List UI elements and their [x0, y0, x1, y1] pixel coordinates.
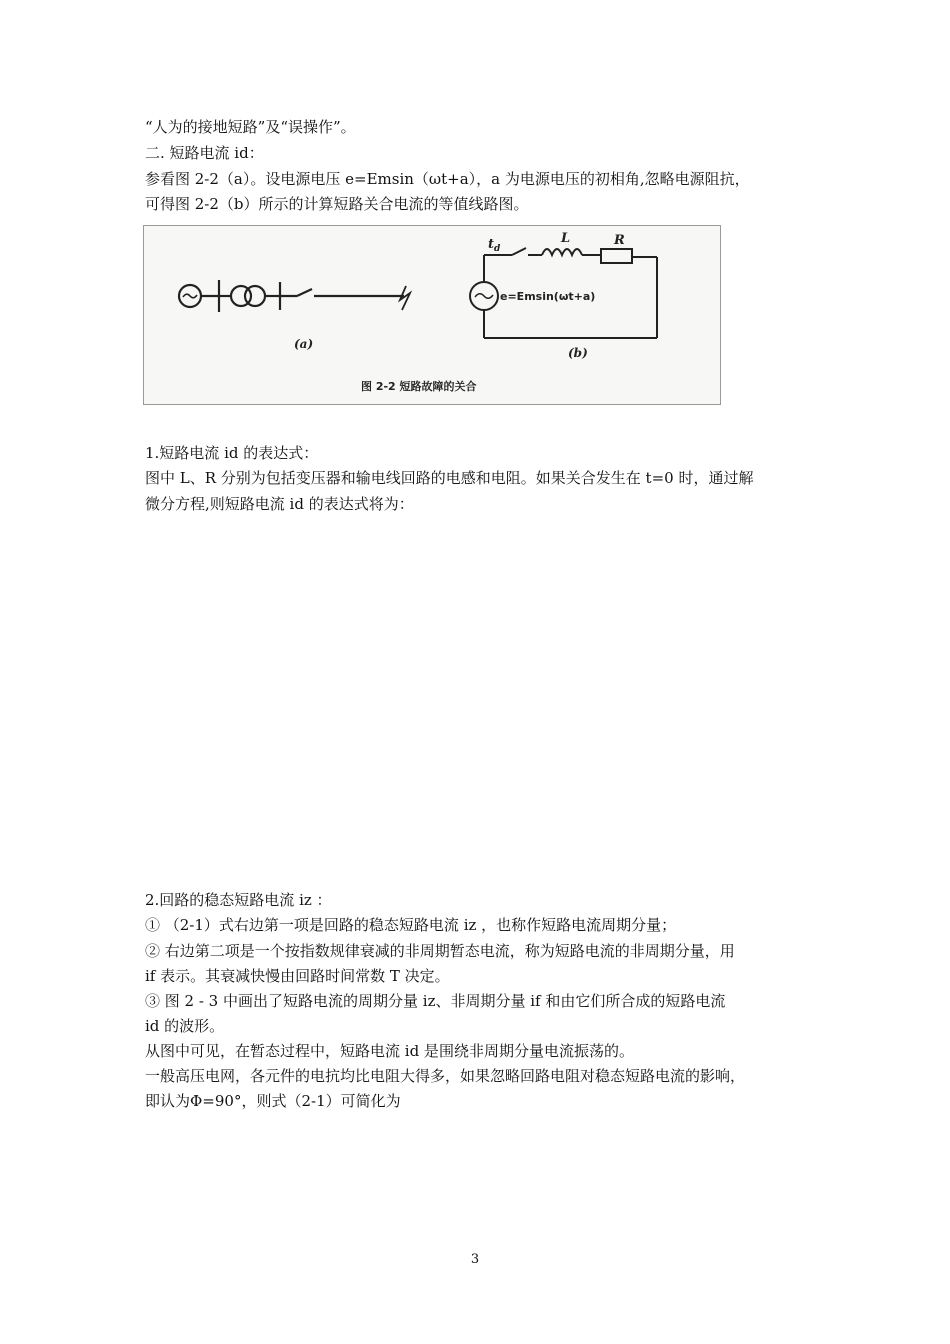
transformer-winding-2 — [245, 286, 265, 306]
line-10: ② 右边第二项是一个按指数规律衰减的非周期暂态电流，称为短路电流的非周期分量，用 — [145, 942, 735, 960]
line-16: 即认为Φ=90°，则式（2-1）可简化为 — [145, 1092, 401, 1110]
line-15: 一般高压电网，各元件的电抗均比电阻大得多，如果忽略回路电阻对稳态短路电流的影响， — [145, 1067, 746, 1085]
subheading-expression: 1.短路电流 id 的表达式： — [145, 444, 319, 462]
line-13: id 的波形。 — [145, 1017, 225, 1035]
line-14: 从图中可见，在暂态过程中，短路电流 id 是围绕非周期分量电流振荡的。 — [145, 1042, 634, 1060]
line-7: 微分方程,则短路电流 id 的表达式将为： — [145, 495, 414, 513]
label-b: (b) — [568, 346, 588, 360]
switch-label: $t_d$ — [488, 237, 501, 254]
fault-symbol — [400, 286, 410, 310]
inductor-L — [542, 249, 582, 255]
figure-2-2 — [143, 225, 721, 405]
figure-caption: 图 2-2 短路故障的关合 — [361, 380, 477, 393]
line-3: 参看图 2-2（a）。设电源电压 e=Emsin（ωt+a），a 为电源电压的初相角,忽略电源阻抗， — [145, 170, 750, 188]
circuit-diagram — [144, 226, 720, 404]
line-12: ③ 图 2 - 3 中画出了短路电流的周期分量 iz、非周期分量 if 和由它们所合成的短路电流 — [145, 992, 726, 1010]
line-1: “人为的接地短路”及“误操作”。 — [145, 118, 356, 136]
line-4: 可得图 2-2（b）所示的计算短路关合电流的等值线路图。 — [145, 195, 529, 213]
line-6: 图中 L、R 分别为包括变压器和输电线回路的电感和电阻。如果关合发生在 t=0 时，通过解 — [145, 469, 754, 487]
generator-sine — [183, 294, 197, 298]
page-number: 3 — [470, 1252, 480, 1267]
switch-td — [512, 248, 526, 255]
single-line-diagram-a — [179, 280, 410, 312]
line-9: ① （2-1）式右边第一项是回路的稳态短路电流 iz ，也称作短路电流周期分量； — [145, 916, 677, 934]
resistor-R — [601, 249, 632, 263]
breaker-a — [297, 289, 312, 296]
subheading-steady-state: 2.回路的稳态短路电流 iz ： — [145, 891, 332, 909]
line-11: if 表示。其衰减快慢由回路时间常数 T 决定。 — [145, 967, 450, 985]
resistor-label: R — [614, 233, 625, 248]
label-a: (a) — [294, 337, 314, 351]
source-sine — [475, 294, 493, 299]
inductor-label: L — [561, 231, 571, 246]
source-equation: e=Emsin(ωt+a) — [500, 290, 596, 303]
section-heading-short-circuit-current: 二. 短路电流 id： — [145, 144, 264, 162]
